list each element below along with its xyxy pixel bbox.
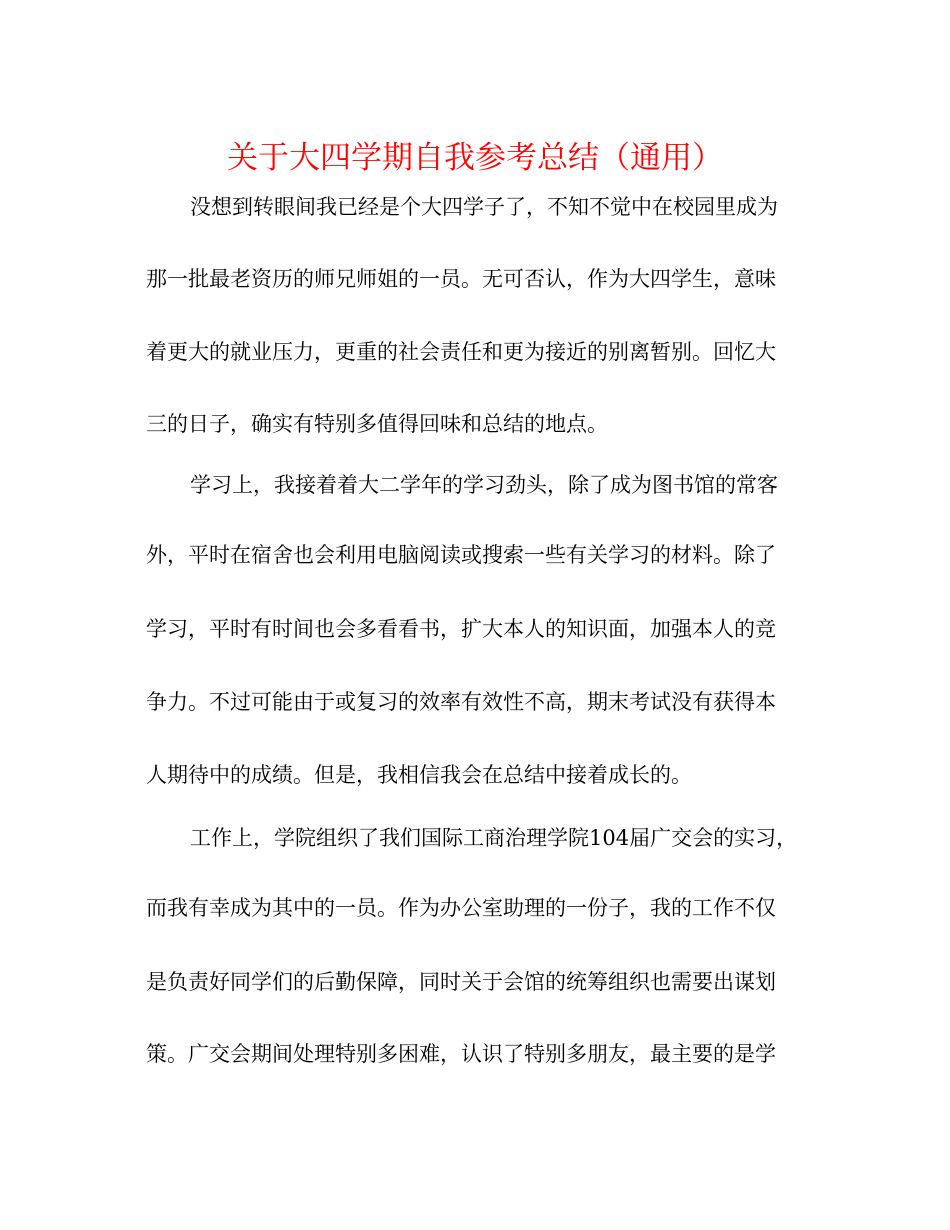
paragraph-2-line-4: 争力。不过可能由于或复习的效率有效性不高，期末考试没有获得本 <box>146 690 776 714</box>
paragraph-3-line-4: 策。广交会期间处理特别多困难，认识了特别多朋友，最主要的是学 <box>146 1042 776 1066</box>
paragraph-1-line-1: 没想到转眼间我已经是个大四学子了，不知不觉中在校园里成为 <box>190 195 778 219</box>
paragraph-1-line-4: 三的日子，确实有特别多值得回味和总结的地点。 <box>146 412 608 436</box>
document-title: 关于大四学期自我参考总结（通用） <box>227 140 723 176</box>
paragraph-2-line-3: 学习，平时有时间也会多看看书，扩大本人的知识面，加强本人的竞 <box>146 617 776 641</box>
paragraph-3-line-2: 而我有幸成为其中的一员。作为办公室助理的一份子，我的工作不仅 <box>146 896 776 920</box>
paragraph-2-line-2: 外，平时在宿舍也会利用电脑阅读或搜索一些有关学习的材料。除了 <box>146 543 776 567</box>
paragraph-3-line-3: 是负责好同学们的后勤保障，同时关于会馆的统筹组织也需要出谋划 <box>146 970 776 994</box>
paragraph-3-line-1: 工作上，学院组织了我们国际工商治理学院104届广交会的实习， <box>190 826 798 850</box>
paragraph-1-line-2: 那一批最老资历的师兄师姐的一员。无可否认，作为大四学生，意味 <box>146 267 776 291</box>
paragraph-1-line-3: 着更大的就业压力，更重的社会责任和更为接近的别离暂别。回忆大 <box>146 340 776 364</box>
paragraph-2-line-5: 人期待中的成绩。但是，我相信我会在总结中接着成长的。 <box>146 763 692 787</box>
paragraph-2-line-1: 学习上，我接着着大二学年的学习劲头，除了成为图书馆的常客 <box>190 473 778 497</box>
